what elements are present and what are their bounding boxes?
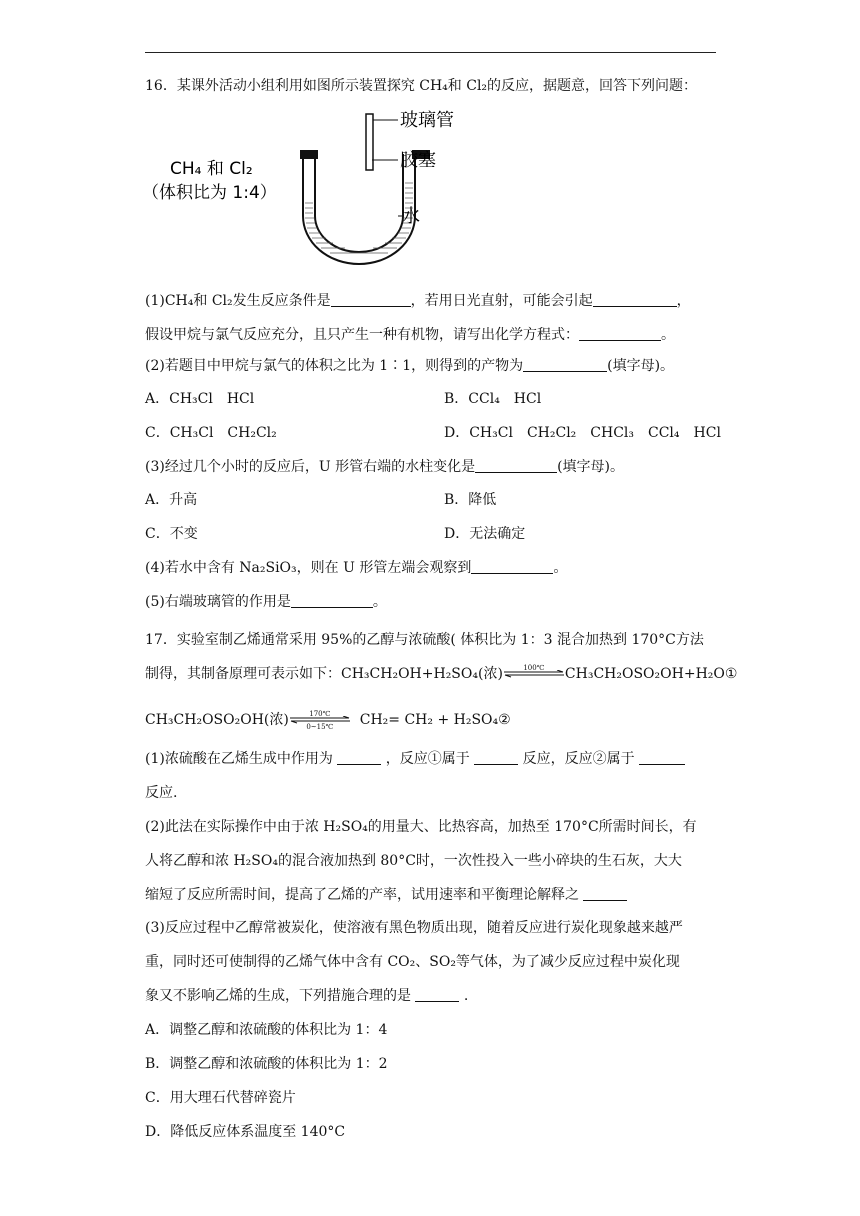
answer-blank[interactable] bbox=[291, 593, 373, 608]
answer-blank[interactable] bbox=[415, 987, 459, 1002]
q16-part3: (3)经过几个小时的反应后，U 形管右端的水柱变化是 (填字母)。 bbox=[145, 459, 625, 475]
reversible-arrow-2: 170℃ 0~15℃ bbox=[289, 710, 351, 730]
q17-intro-line1: 17．实验室制乙烯通常采用 95%的乙醇与浓硫酸( 体积比为 1：3 混合加热到 170°C方法 bbox=[145, 632, 704, 648]
label-glass-tube: 玻璃管 bbox=[400, 110, 454, 131]
answer-blank[interactable] bbox=[471, 559, 553, 574]
option-c[interactable]: C．不变 bbox=[145, 526, 198, 542]
answer-blank[interactable] bbox=[579, 326, 661, 341]
label-ratio: （体积比为 1:4） bbox=[142, 183, 277, 203]
label-stopper: 胶塞 bbox=[400, 150, 436, 171]
answer-blank[interactable] bbox=[474, 750, 518, 765]
q17-part3-line2: 重，同时还可使制得的乙烯气体中含有 CO₂、SO₂等气体，为了减少反应过程中炭化现 bbox=[145, 954, 680, 970]
left-stopper bbox=[300, 150, 318, 159]
q17-part3-line3: 象又不影响乙烯的生成，下列措施合理的是 . bbox=[145, 988, 469, 1004]
glass-tube bbox=[366, 114, 373, 170]
option-d[interactable]: D．CH₃Cl CH₂Cl₂ CHCl₃ CCl₄ HCl bbox=[444, 425, 721, 441]
option-b[interactable]: B．CCl₄ HCl bbox=[444, 391, 542, 407]
q17-part1-line1: (1)浓硫酸在乙烯生成中作用为 ，反应①属于 反应，反应②属于 bbox=[145, 749, 685, 769]
answer-blank[interactable] bbox=[639, 750, 685, 765]
option-a[interactable]: A．CH₃Cl HCl bbox=[145, 391, 255, 407]
option-b[interactable]: B．调整乙醇和浓硫酸的体积比为 1：2 bbox=[145, 1056, 388, 1072]
q16-intro: 16．某课外活动小组利用如图所示装置探究 CH₄和 Cl₂的反应，据题意，回答下列问题： bbox=[145, 78, 698, 94]
answer-blank[interactable] bbox=[593, 292, 677, 307]
q17-equation2: CH₃CH₂OSO₂OH(浓) 170℃ 0~15℃ CH₂= CH₂ + H₂SO₄② bbox=[145, 710, 511, 731]
answer-blank[interactable] bbox=[523, 357, 607, 372]
option-d[interactable]: D．无法确定 bbox=[444, 526, 526, 542]
option-a[interactable]: A．升高 bbox=[145, 492, 198, 508]
q17-part3-line1: (3)反应过程中乙醇常被炭化，使溶液有黑色物质出现，随着反应进行炭化现象越来越严 bbox=[145, 920, 683, 936]
option-c[interactable]: C．用大理石代替碎瓷片 bbox=[145, 1090, 296, 1106]
option-a[interactable]: A．调整乙醇和浓硫酸的体积比为 1：4 bbox=[145, 1022, 388, 1038]
answer-blank[interactable] bbox=[583, 886, 627, 901]
label-water: 水 bbox=[402, 206, 420, 227]
label-gas: CH₄ 和 Cl₂ bbox=[170, 159, 253, 179]
q17-intro-line2: 制得，其制备原理可表示如下：CH₃CH₂OH+H₂SO₄(浓) 100℃ CH₃CH₂OSO₂OH+H₂O① bbox=[145, 664, 738, 682]
answer-blank[interactable] bbox=[475, 458, 557, 473]
option-b[interactable]: B．降低 bbox=[444, 492, 497, 508]
q16-part2: (2)若题目中甲烷与氯气的体积之比为 1∶1，则得到的产物为 (填字母)。 bbox=[145, 358, 675, 374]
header-rule bbox=[145, 52, 716, 53]
q17-part2-line1: (2)此法在实际操作中由于浓 H₂SO₄的用量大、比热容高，加热至 170°C所需时间长，有 bbox=[145, 819, 697, 835]
q17-part2-line2: 人将乙醇和浓 H₂SO₄的混合液加热到 80°C时，一次性投入一些小碎块的生石灰，大大 bbox=[145, 853, 682, 869]
answer-blank[interactable] bbox=[331, 292, 411, 307]
q16-part1-line2: 假设甲烷与氯气反应充分，且只产生一种有机物，请写出化学方程式： 。 bbox=[145, 327, 675, 343]
answer-blank[interactable] bbox=[337, 750, 381, 765]
q17-part1-line2: 反应. bbox=[145, 785, 178, 801]
option-d[interactable]: D．降低反应体系温度至 140°C bbox=[145, 1124, 346, 1140]
q16-part1-line1: (1)CH₄和 Cl₂发生反应条件是 ，若用日光直射，可能会引起 ， bbox=[145, 293, 691, 309]
q16-part4: (4)若水中含有 Na₂SiO₃，则在 U 形管左端会观察到 。 bbox=[145, 560, 568, 576]
u-tube-diagram bbox=[140, 108, 480, 268]
q17-part2-line3: 缩短了反应所需时间，提高了乙烯的产率，试用速率和平衡理论解释之 bbox=[145, 885, 627, 905]
q16-part5: (5)右端玻璃管的作用是 。 bbox=[145, 594, 387, 610]
option-c[interactable]: C．CH₃Cl CH₂Cl₂ bbox=[145, 425, 277, 441]
reversible-arrow-1: 100℃ bbox=[503, 664, 565, 684]
